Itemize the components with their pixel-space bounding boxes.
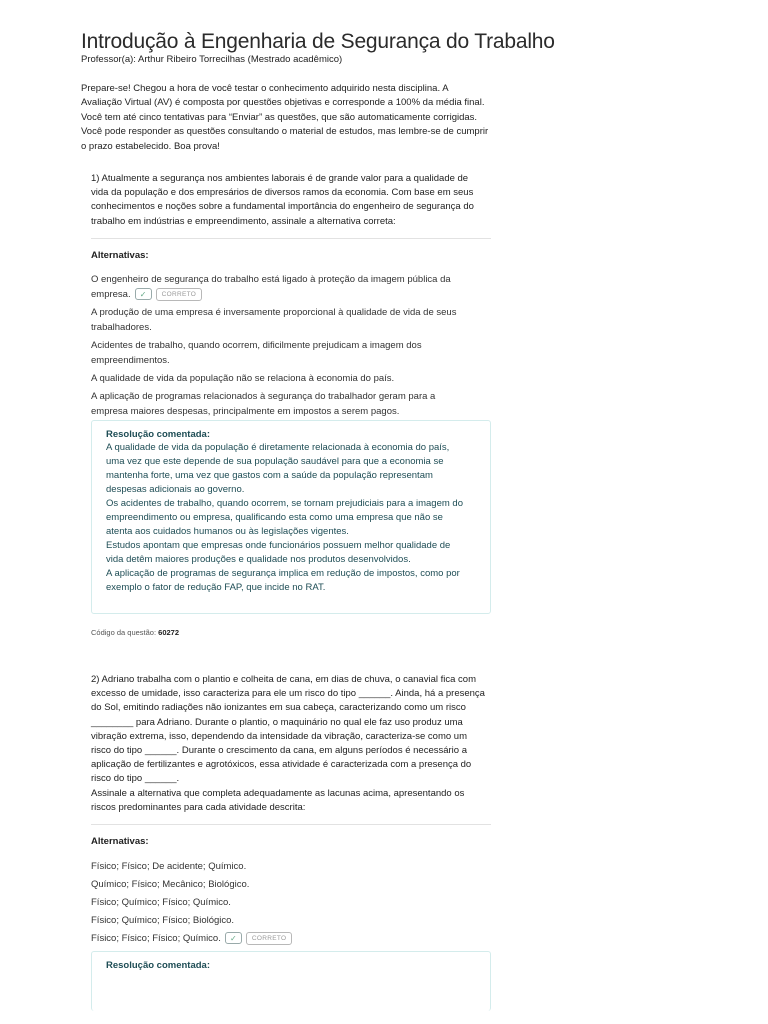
resolution-line: exemplo o fator de redução FAP, que incide no RAT. — [106, 582, 326, 593]
alternative-text: Acidentes de trabalho, quando ocorrem, dificilmente prejudicam a imagem dos — [91, 340, 422, 351]
correct-badge — [225, 932, 292, 945]
resolution-line: despesas adicionais ao governo. — [106, 484, 245, 495]
question-line: riscos predominantes para cada atividade descrita: — [91, 801, 306, 813]
alternative-option[interactable] — [91, 371, 491, 386]
alternative-option[interactable] — [91, 913, 491, 928]
question-line: do Sol, emitindo radiações não ionizantes em sua cabeça, caracterizando como um risco — [91, 702, 466, 714]
question-1-text — [91, 172, 491, 229]
correct-badge — [135, 288, 202, 301]
correct-label: CORRETO — [246, 932, 292, 945]
resolution-line: empreendimento ou empresa, qualificando esta como uma empresa que não se — [106, 512, 443, 523]
question-line: aplicação de fertilizantes e agrotóxicos, essa atividade é caracterizada com a presença do — [91, 759, 472, 771]
alternative-text: Físico; Físico; Físico; Químico. — [91, 933, 221, 944]
alternatives-heading: Alternativas: — [91, 250, 149, 261]
intro-text — [81, 82, 506, 154]
professor-name: Professor(a): Arthur Ribeiro Torrecilhas (Mestrado acadêmico) — [81, 54, 343, 65]
divider — [91, 238, 491, 239]
question-1-alternatives — [91, 272, 491, 422]
alternative-text: Físico; Químico; Físico; Químico. — [91, 897, 231, 908]
question-line: risco do tipo ______. Durante o crescimento da cana, em alguns períodos é necessário a — [91, 745, 468, 757]
resolution-line: Estudos apontam que empresas onde funcionários possuem melhor qualidade de — [106, 540, 451, 551]
alternative-text: A qualidade de vida da população não se relaciona à economia do país. — [91, 373, 395, 384]
question-line: trabalho em indústrias e empreendimento, assinale a alternativa correta: — [91, 215, 396, 227]
question-line: risco do tipo ______. — [91, 773, 180, 785]
resolution-heading: Resolução comentada: — [106, 429, 210, 440]
question-2-alternatives — [91, 859, 491, 949]
resolution-line: Os acidentes de trabalho, quando ocorrem, se tornam prejudiciais para a imagem do — [106, 498, 463, 509]
alternative-text: Físico; Químico; Físico; Biológico. — [91, 915, 235, 926]
alternative-text: empresa maiores despesas, principalmente em impostos a serem pagos. — [91, 406, 400, 417]
alternative-text: Físico; Físico; De acidente; Químico. — [91, 861, 247, 872]
alternative-text: A aplicação de programas relacionados à segurança do trabalhador geram para a — [91, 391, 436, 402]
alternative-option[interactable] — [91, 859, 491, 874]
intro-line: Avaliação Virtual (AV) é composta por questões objetivas e corresponde a 100% da média final. — [81, 97, 485, 109]
alternative-option[interactable] — [91, 305, 491, 335]
intro-line: Prepare-se! Chegou a hora de você testar o conhecimento adquirido nesta disciplina. A — [81, 83, 449, 94]
page-title: Introdução à Engenharia de Segurança do Trabalho — [81, 30, 555, 53]
divider — [91, 824, 491, 825]
intro-line: o prazo estabelecido. Boa prova! — [81, 140, 220, 152]
question-line: ________ para Adriano. Durante o plantio, o maquinário no qual ele faz uso produz uma — [91, 716, 463, 728]
question-1 — [91, 172, 491, 229]
resolution-panel — [91, 951, 491, 1011]
check-icon: ✓ — [225, 932, 242, 944]
alternative-option[interactable] — [91, 877, 491, 892]
alternative-option[interactable] — [91, 272, 491, 302]
resolution-panel — [91, 420, 491, 614]
alternative-text: empresa. — [91, 289, 131, 300]
resolution-line: uma vez que este depende de sua população saudável para que a economia se — [106, 456, 444, 467]
alternative-text: empreendimentos. — [91, 355, 170, 366]
question-line: vida da população e dos empresários de diversos ramos da economia. Com base em seus — [91, 187, 474, 199]
intro-line: Você tem até cinco tentativas para “Enviar” as questões, que são automaticamente corrigidas. — [81, 111, 478, 123]
resolution-line: A qualidade de vida da população é diretamente relacionada à economia do país, — [106, 442, 450, 453]
resolution-line: A aplicação de programas de segurança implica em redução de impostos, como por — [106, 568, 460, 579]
alternatives-heading: Alternativas: — [91, 836, 149, 847]
question-line: conhecimentos e noções sobre a fundamental importância do engenheiro de segurança do — [91, 201, 474, 213]
alternative-option[interactable] — [91, 895, 491, 910]
resolution-line: mantenha forte, uma vez que gastos com a saúde da população representam — [106, 470, 433, 481]
alternative-option[interactable] — [91, 931, 491, 946]
check-icon: ✓ — [135, 288, 152, 300]
alternative-text: trabalhadores. — [91, 322, 152, 333]
correct-label: CORRETO — [156, 288, 202, 301]
resolution-heading: Resolução comentada: — [106, 960, 210, 971]
question-line: 2) Adriano trabalha com o plantio e colheita de cana, em dias de chuva, o canavial fica com — [91, 674, 476, 685]
question-line: Assinale a alternativa que completa adequadamente as lacunas acima, apresentando os — [91, 787, 465, 799]
question-2-text — [91, 673, 491, 815]
alternative-text: O engenheiro de segurança do trabalho está ligado à proteção da imagem pública da — [91, 274, 451, 285]
resolution-line: vida detêm maiores produções e qualidade nos produtos desenvolvidos. — [106, 554, 411, 565]
intro-line: Você pode responder as questões consultando o material de estudos, mas lembre-se de cumprir — [81, 126, 489, 138]
question-2 — [91, 673, 491, 815]
alternative-text: A produção de uma empresa é inversamente proporcional à qualidade de vida de seus — [91, 307, 457, 318]
alternative-option[interactable] — [91, 338, 491, 368]
question-code — [91, 628, 179, 637]
alternative-text: Químico; Físico; Mecânico; Biológico. — [91, 879, 250, 890]
question-line: 1) Atualmente a segurança nos ambientes laborais é de grande valor para a qualidade de — [91, 173, 469, 184]
question-line: vibração extrema, isso, dependendo da intensidade da vibração, caracteriza-se como um — [91, 730, 467, 742]
question-code-label: Código da questão: — [91, 628, 157, 637]
question-code-value: 60272 — [158, 628, 180, 637]
resolution-line: atenta aos cuidados humanos ou às legislações vigentes. — [106, 526, 349, 537]
alternative-option[interactable] — [91, 389, 491, 419]
question-line: excesso de umidade, isso caracteriza para ele um risco do tipo ______. Ainda, há a presença — [91, 688, 485, 700]
